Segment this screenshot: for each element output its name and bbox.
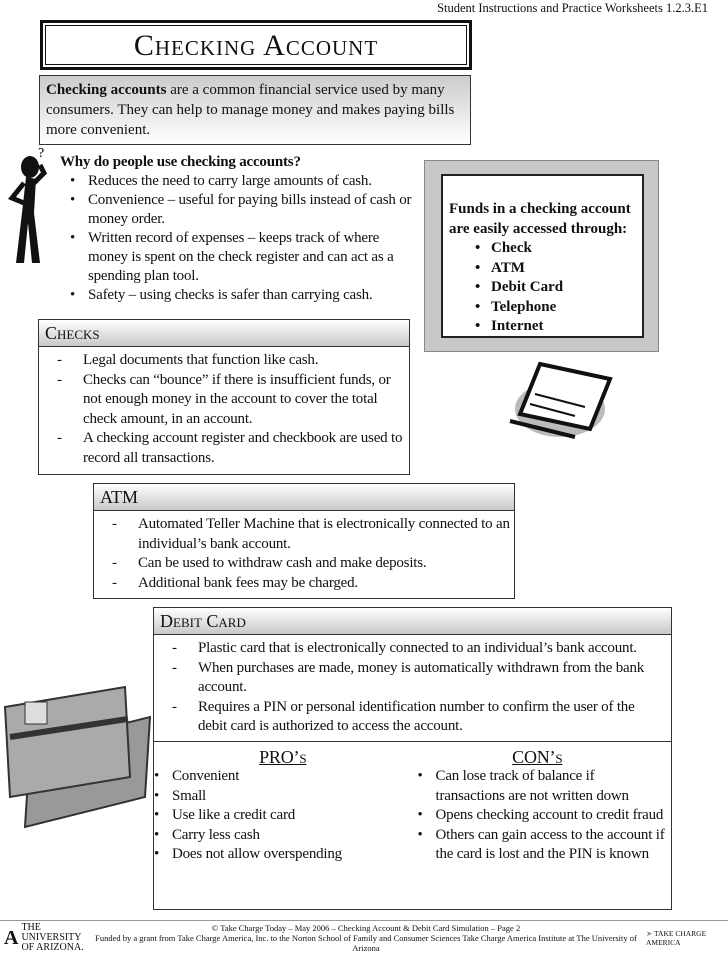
list-item: - Can be used to withdraw cash and make deposits. xyxy=(106,554,510,574)
debit-section xyxy=(153,607,672,910)
funds-heading: Funds in a checking account are easily accessed through: xyxy=(449,201,631,237)
list-item: • Written record of expenses – keeps track of where money is spent on the check register and can act as a spending plan tool. xyxy=(60,229,422,286)
why-heading: Why do people use checking accounts? xyxy=(60,154,301,170)
list-item: • Opens checking account to credit fraud xyxy=(408,806,667,826)
list-item: • Internet xyxy=(449,317,636,337)
svg-text:?: ? xyxy=(38,146,45,161)
checks-list xyxy=(51,351,405,468)
list-item: - Checks can “bounce” if there is insufficient funds, or not enough money in the account to cover the total check amount, in an account. xyxy=(51,371,405,430)
list-item: - Additional bank fees may be charged. xyxy=(106,574,510,594)
list-item: • Convenient xyxy=(144,767,408,787)
list-item: • Reduces the need to carry large amounts of cash. xyxy=(60,172,422,191)
list-item: • Others can gain access to the account if the card is lost and the PIN is known xyxy=(408,826,667,865)
list-item: • ATM xyxy=(449,259,636,279)
atm-heading: ATM xyxy=(93,483,515,511)
cons-heading: CON’s xyxy=(512,746,563,767)
pros-heading: PRO’s xyxy=(259,746,307,767)
why-section xyxy=(60,153,422,313)
intro-bold: Checking accounts xyxy=(46,82,167,98)
footer-funding: Funded by a grant from Take Charge America, Inc. to the Norton School of Family and Consumer Sciences Take Charge America Institute at The University of Arizona xyxy=(95,932,637,953)
list-item: • Safety – using checks is safer than carrying cash. xyxy=(60,286,422,305)
list-item: • Small xyxy=(144,787,408,807)
take-charge-logo: ➤ TAKE CHARGE AMERICA xyxy=(646,928,707,947)
list-item: - Automated Teller Machine that is electronically connected to an individual’s bank account. xyxy=(106,515,510,554)
cons-column xyxy=(408,748,667,903)
intro-box xyxy=(39,75,471,145)
list-item: - A checking account register and checkbook are used to record all transactions. xyxy=(51,429,405,468)
footer-copyright: © Take Charge Today – May 2006 – Checking Account & Debit Card Simulation – Page 2 xyxy=(211,922,521,933)
list-item: - When purchases are made, money is automatically withdrawn from the bank account. xyxy=(166,659,667,698)
footer xyxy=(0,920,728,957)
atm-list xyxy=(106,515,510,593)
checks-heading: Checks xyxy=(38,319,410,347)
list-item: • Convenience – useful for paying bills instead of cash or money order. xyxy=(60,191,422,229)
list-item: • Does not allow overspending xyxy=(144,845,408,865)
why-row xyxy=(0,146,728,334)
pros-column xyxy=(158,748,408,903)
thinking-person-icon xyxy=(4,143,60,273)
list-item: • Carry less cash xyxy=(144,826,408,846)
checkbook-icon xyxy=(505,359,615,444)
list-item: - Requires a PIN or personal identification number to confirm the user of the debit card is authorized to access the account. xyxy=(166,698,667,737)
university-logo: A THE UNIVERSITY OF ARIZONA. xyxy=(4,921,84,953)
list-item: • Telephone xyxy=(449,298,636,318)
list-item: - Plastic card that is electronically connected to an individual’s bank account. xyxy=(166,639,667,659)
worksheet-header: Student Instructions and Practice Worksheets 1.2.3.E1 xyxy=(437,1,708,15)
why-list xyxy=(60,172,422,305)
atm-section xyxy=(93,483,515,599)
page-title: Checking Account xyxy=(45,25,467,65)
list-item: • Can lose track of balance if transactions are not written down xyxy=(408,767,667,806)
debit-heading: Debit Card xyxy=(153,607,672,635)
debit-card-icon xyxy=(0,677,152,842)
title-box xyxy=(40,20,472,70)
checks-section xyxy=(38,319,410,475)
list-item: • Debit Card xyxy=(449,278,636,298)
debit-list xyxy=(166,639,667,737)
funds-list xyxy=(449,239,636,337)
list-item: - Legal documents that function like cash. xyxy=(51,351,405,371)
list-item: • Check xyxy=(449,239,636,259)
intro-text: are a common financial service used by many consumers. They can help to manage money and makes paying bills more convenient. xyxy=(46,82,455,138)
funds-box xyxy=(424,160,659,352)
list-item: • Use like a credit card xyxy=(144,806,408,826)
